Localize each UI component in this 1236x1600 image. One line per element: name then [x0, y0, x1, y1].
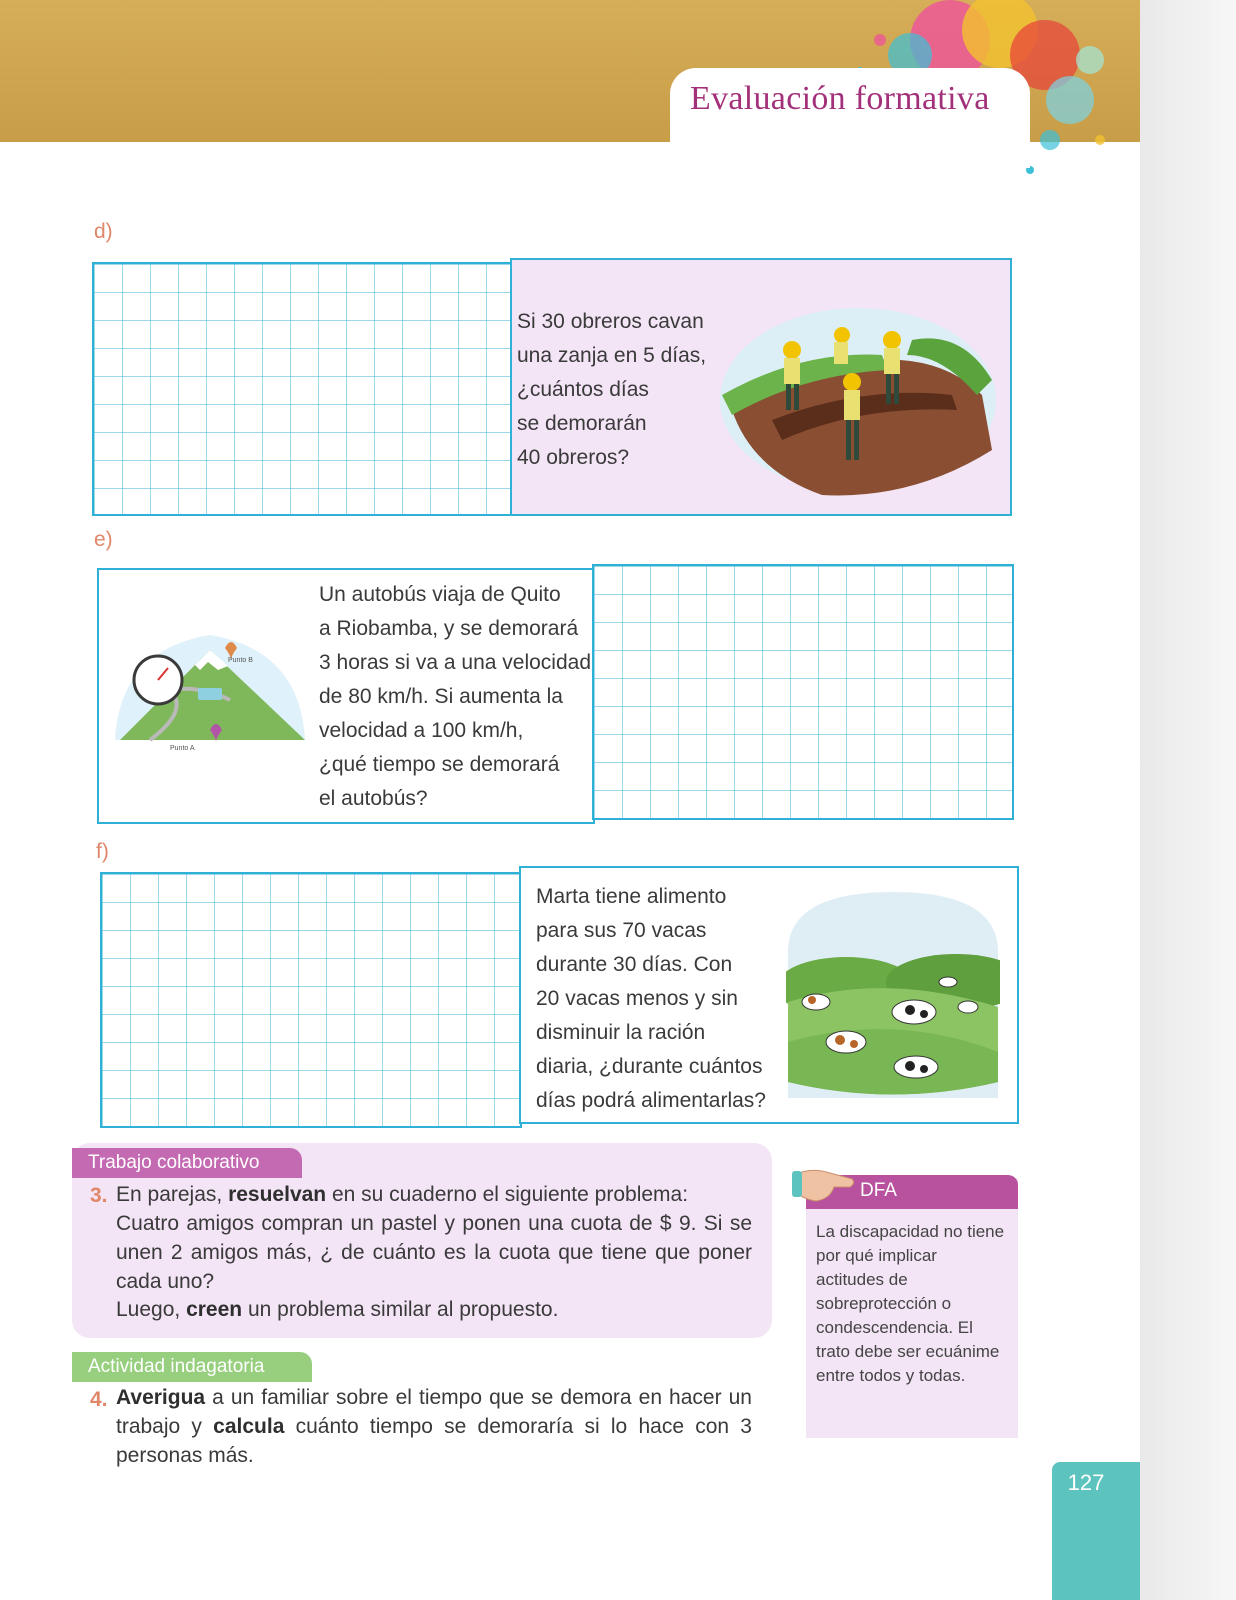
answer-grid-d[interactable]: [92, 262, 512, 516]
collaborative-text-4: un problema similar al propuesto.: [242, 1298, 559, 1321]
map-label-end: Punto B: [228, 657, 253, 664]
problem-text-e: Un autobús viaja de Quito a Riobamba, y se demorará 3 horas si va a una velocidad de 80 km/h. Si aumenta la velocidad a 100 km/h, ¿qué tiempo se demorará el autobús?: [319, 583, 592, 810]
page-edge: [1140, 0, 1236, 1600]
collaborative-text-3: Luego,: [116, 1298, 187, 1321]
answer-grid-e[interactable]: [592, 564, 1014, 820]
problem-text-f: Marta tiene alimento para sus 70 vacas durante 30 días. Con 20 vacas menos y sin disminuir la ración diaria, ¿durante cuántos días podrá alimentarlas?: [536, 885, 766, 1112]
inquiry-text-1: a un familiar sobre el tiempo que se demora en hacer un trabajo y: [116, 1386, 752, 1438]
collaborative-followup: [116, 1295, 752, 1325]
inquiry-badge: Actividad indagatoria: [72, 1352, 312, 1382]
inquiry-text-2: cuánto tiempo se demoraría si lo hace con 3 personas más.: [116, 1415, 752, 1467]
collaborative-instruction: [116, 1180, 752, 1212]
workers-digging-illustration: [712, 300, 1004, 500]
inquiry-verb-averigua: Averigua: [116, 1386, 206, 1409]
exercise-number-3: 3.: [90, 1184, 108, 1207]
answer-grid-f[interactable]: [100, 872, 522, 1128]
collaborative-verb-creen: creen: [186, 1298, 243, 1321]
inquiry-verb-calcula: calcula: [213, 1415, 285, 1438]
page-title: Evaluación formativa: [690, 80, 990, 117]
inquiry-text: [116, 1383, 752, 1473]
exercise-number-4: 4.: [90, 1388, 108, 1411]
item-letter-e: e): [94, 528, 113, 551]
collaborative-text-1: En parejas,: [116, 1183, 229, 1206]
dfa-title: DFA: [860, 1180, 897, 1201]
collaborative-badge: Trabajo colaborativo: [72, 1148, 302, 1178]
dfa-text: La discapacidad no tiene por qué implicar actitudes de sobreprotección o condescendencia. El trato debe ser ecuánime entre todos y todas.: [816, 1222, 1005, 1385]
hand-icon: [790, 1165, 860, 1209]
map-label-start: Punto A: [170, 745, 195, 752]
item-letter-d: d): [94, 220, 113, 243]
bus-mountain-illustration: [110, 630, 310, 760]
cows-grazing-illustration: [786, 892, 1000, 1098]
collaborative-text-2: en su cuaderno el siguiente problema:: [326, 1183, 689, 1206]
collaborative-verb-resuelvan: resuelvan: [228, 1183, 327, 1206]
collaborative-problem: Cuatro amigos compran un pastel y ponen una cuota de $ 9. Si se unen 2 amigos más, ¿ de cuánto es la cuota que tiene que poner cada uno?: [116, 1212, 752, 1293]
page-number: 127: [1067, 1470, 1105, 1495]
item-letter-f: f): [96, 840, 109, 863]
problem-text-d: Si 30 obreros cavan una zanja en 5 días, ¿cuántos días se demorarán 40 obreros?: [517, 310, 707, 469]
